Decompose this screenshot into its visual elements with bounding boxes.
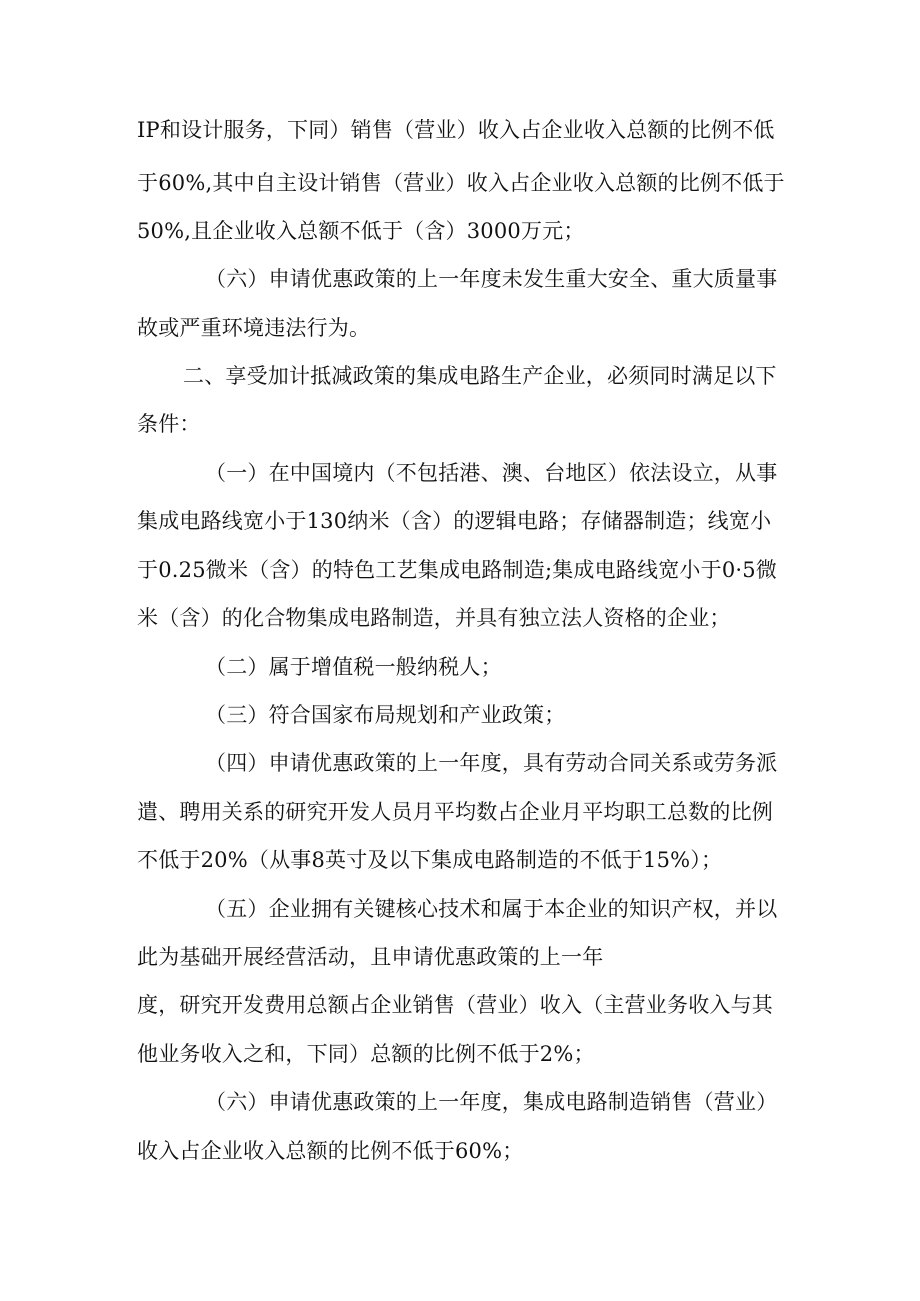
text-line: 遣、聘用关系的研究开发人员月平均数占企业月平均职工总数的比例 — [137, 800, 773, 824]
text-line: （二）属于增值税一般纳税人； — [205, 655, 502, 679]
text-line: （五）企业拥有关键核心技术和属于本企业的知识产权，并以 — [205, 897, 778, 921]
text-line: （三）符合国家布局规划和产业政策； — [205, 703, 566, 727]
text-line: 故或严重环境违法行为。 — [137, 316, 371, 340]
text-line: 于0.25微米（含）的特色工艺集成电路制造;集成电路线宽小于0·5微 — [137, 558, 778, 582]
text-line: 收入占企业收入总额的比例不低于60%； — [137, 1139, 524, 1163]
text-line: 二、享受加计抵减政策的集成电路生产企业，必须同时满足以下 — [183, 364, 777, 388]
text-line: 集成电路线宽小于130纳米（含）的逻辑电路；存储器制造；线宽小 — [137, 509, 772, 533]
text-line: （六）申请优惠政策的上一年度未发生重大安全、重大质量事 — [205, 267, 778, 291]
text-line: 50%,且企业收入总额不低于（含）3000万元； — [137, 219, 585, 243]
text-line: 他业务收入之和，下同）总额的比例不低于2%； — [137, 1042, 595, 1066]
text-line: （四）申请优惠政策的上一年度，具有劳动合同关系或劳务派 — [205, 751, 778, 775]
text-line: IP和设计服务，下同）销售（营业）收入占企业收入总额的比例不低 — [137, 118, 775, 142]
text-line: 米（含）的化合物集成电路制造，并具有独立法人资格的企业； — [137, 606, 731, 630]
text-line: （六）申请优惠政策的上一年度，集成电路制造销售（营业） — [205, 1090, 778, 1114]
text-line: 此为基础开展经营活动，且申请优惠政策的上一年 — [137, 945, 604, 969]
text-line: 条件： — [137, 412, 201, 436]
text-line: 不低于20%（从事8英寸及以下集成电路制造的不低于15%）； — [137, 848, 723, 872]
text-line: 于60%,其中自主设计销售（营业）收入占企业收入总额的比例不低于 — [137, 171, 785, 195]
text-line: 度，研究开发费用总额占企业销售（营业）收入（主营业务收入与其 — [137, 993, 773, 1017]
text-line: （一）在中国境内（不包括港、澳、台地区）依法设立，从事 — [205, 461, 778, 485]
